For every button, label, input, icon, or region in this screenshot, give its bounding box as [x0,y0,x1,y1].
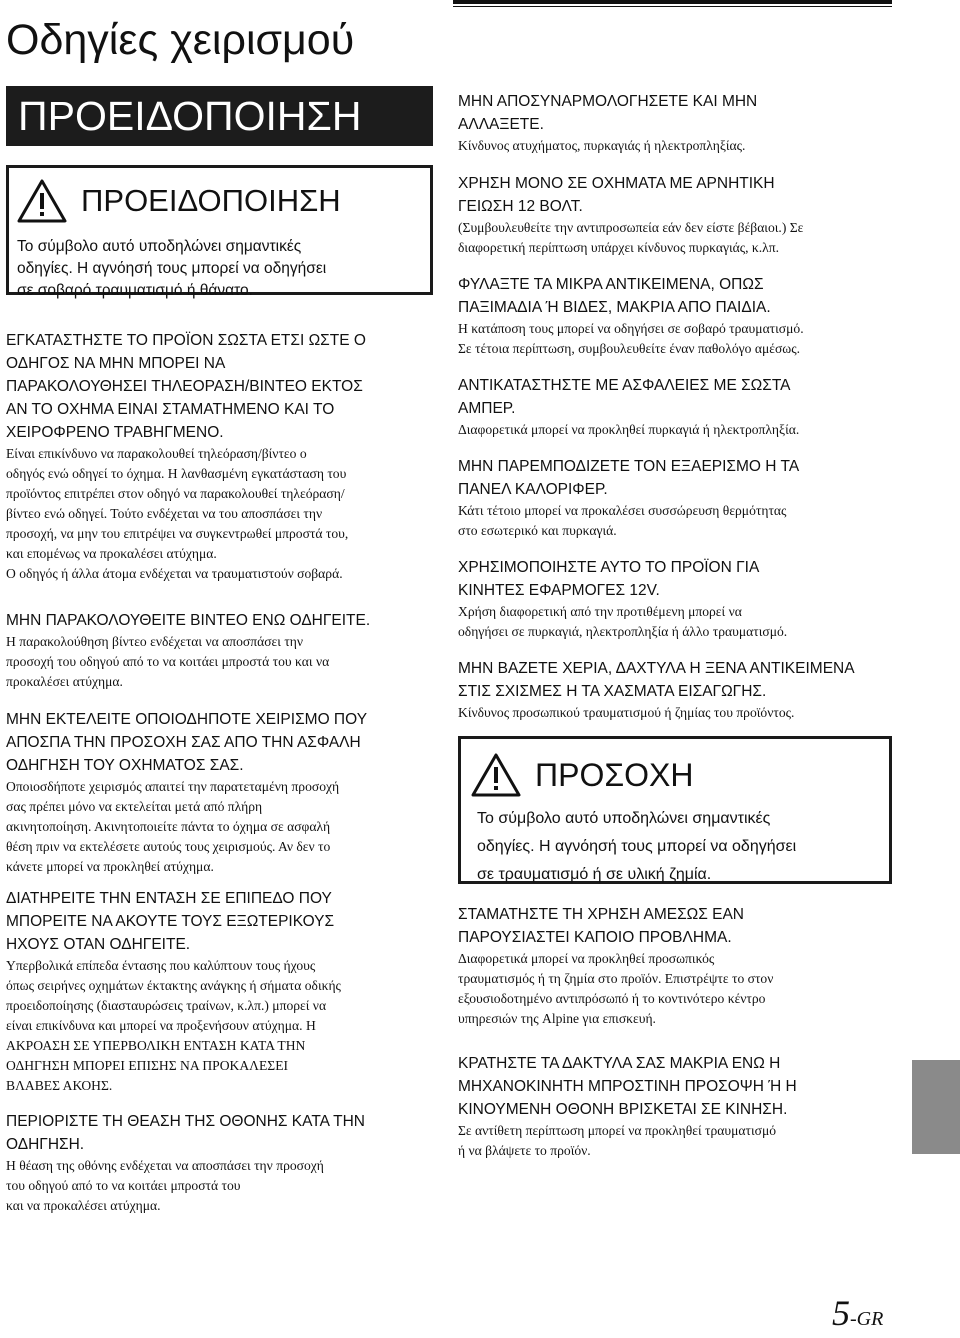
section-body: Οποιοσδήποτε χειρισμός απαιτεί την παρατεταμένη προσοχή [6,779,340,794]
section-body: Είναι επικίνδυνο να παρακολουθεί τηλεόραση/βίντεο ο [6,446,307,461]
section-body: ΑΚΡΟΑΣΗ ΣΕ ΥΠΕΡΒΟΛΙΚΗ ΕΝΤΑΣΗ ΚΑΤΑ ΤΗΝ [6,1038,306,1053]
caution-triangle-icon [471,753,521,797]
section-no-hands-in-slots [458,657,892,723]
section-keep-fingers-away [458,1052,892,1161]
top-rule-thin [453,6,892,7]
section-heading: ΚΡΑΤΗΣΤΕ ΤΑ ΔΑΚΤΥΛΑ ΣΑΣ ΜΑΚΡΙΑ ΕΝΩ Η [458,1055,781,1072]
warning-box [6,165,433,299]
section-heading: ΣΤΙΣ ΣΧΙΣΜΕΣ Η ΤΑ ΧΑΣΜΑΤΑ ΕΙΣΑΓΩΓΗΣ. [458,683,767,700]
section-body: Η παρακολούθηση βίντεο ενδέχεται να αποσπάσει την [6,634,304,649]
section-body: θέση πριν να εκτελέσετε αυτούς τους χειρισμούς. Αν δεν το [6,839,331,854]
warning-box-text [17,236,422,302]
section-body: και επομένως να προκαλέσει ατύχημα. [6,546,217,561]
section-heading: ΧΡΗΣΗ ΜΟΝΟ ΣΕ ΟΧΗΜΑΤΑ ΜΕ ΑΡΝΗΤΙΚΗ [458,175,775,192]
section-keep-volume-level [6,887,433,1096]
warning-box-heading: ΠΡΟΕΙΔΟΠΟΙΗΣΗ [81,183,341,218]
section-heading: ΑΠΟΣΠΑ ΤΗΝ ΠΡΟΣΟΧΗ ΣΑΣ ΑΠΟ ΤΗΝ ΑΣΦΑΛΗ [6,734,361,751]
section-heading: ΜΗΝ ΠΑΡΑΚΟΛΟΥΘΕΙΤΕ ΒΙΝΤΕΟ ΕΝΩ ΟΔΗΓΕΙΤΕ. [6,612,371,629]
section-body: Κίνδυνος προσωπικού τραυματισμού ή ζημίας του προϊόντος. [458,705,795,720]
section-heading: ΟΔΗΓΟΣ ΝΑ ΜΗΝ ΜΠΟΡΕΙ ΝΑ [6,355,226,372]
section-body: είναι επικίνδυνα και μπορεί να προξενήσουν ατύχημα. Η [6,1018,316,1033]
section-do-not-block-vents [458,455,892,541]
warning-box-line: οδηγίες. Η αγνόησή τους μπορεί να οδηγήσει [17,260,327,277]
page-edge-tab [912,1060,960,1154]
section-heading: ΠΕΡΙΟΡΙΣΤΕ ΤΗ ΘΕΑΣΗ ΤΗΣ ΟΘΟΝΗΣ ΚΑΤΑ ΤΗΝ [6,1113,365,1130]
section-body: (Συμβουλευθείτε την αντιπροσωπεία εάν δεν είστε βέβαιοι.) Σε [458,220,804,235]
section-heading: ΗΧΟΥΣ ΟΤΑΝ ΟΔΗΓΕΙΤΕ. [6,936,191,953]
section-body: τραυματισμός ή τη ζημία στο προϊόν. Επιστρέψτε το στον [458,971,774,986]
section-body: προσοχή, να μην του επιτρέψει να συγκεντρωθεί μπροστά του, [6,526,349,541]
section-heading: ΧΡΗΣΙΜΟΠΟΙΗΣΤΕ ΑΥΤΟ ΤΟ ΠΡΟΪΟΝ ΓΙΑ [458,559,760,576]
section-heading: ΜΗΝ ΒΑΖΕΤΕ ΧΕΡΙΑ, ΔΑΧΤΥΛΑ Η ΞΕΝΑ ΑΝΤΙΚΕΙΜΕΝΑ [458,660,855,677]
section-body: κάνετε μπορεί να προκληθεί ατύχημα. [6,859,214,874]
section-body: Ο οδηγός ή άλλα άτομα ενδέχεται να τραυματιστούν σοβαρά. [6,566,343,581]
section-replace-fuses [458,374,892,440]
section-body: διαφορετική περίπτωση υπάρχει κίνδυνος πυρκαγιάς, κ.λπ. [458,240,780,255]
section-heading: ΠΑΡΑΚΟΛΟΥΘΗΣΕΙ ΤΗΛΕΟΡΑΣΗ/ΒΙΝΤΕΟ ΕΚΤΟΣ [6,378,363,395]
section-body: προσοχή του οδηγού από το να κοιτάει μπροστά του και να [6,654,330,669]
section-no-distracting-operations [6,708,433,877]
section-body: Σε τέτοια περίπτωση, συμβουλευθείτε έναν παθολόγο αμέσως. [458,341,800,356]
section-body: βίντεο ενώ οδηγεί. Τούτο ενδέχεται να του αποσπάσει την [6,506,323,521]
section-body: οδηγήσει σε πυρκαγιά, ηλεκτροπληξία ή άλλο τραυματισμό. [458,624,788,639]
section-body: προειδοποίησης (διασταυρώσεις τραίνων, κ.λπ.) μπορεί να [6,998,327,1013]
section-limit-screen-viewing [6,1110,433,1216]
caution-box-text [477,805,879,889]
section-mobile-12v-applications [458,556,892,642]
section-heading: ΚΙΝΟΥΜΕΝΗ ΟΘΟΝΗ ΒΡΙΣΚΕΤΑΙ ΣΕ ΚΙΝΗΣΗ. [458,1101,788,1118]
section-heading: ΧΕΙΡΟΦΡΕΝΟ ΤΡΑΒΗΓΜΕΝΟ. [6,424,224,441]
section-heading: ΑΝ ΤΟ ΟΧΗΜΑ ΕΙΝΑΙ ΣΤΑΜΑΤΗΜΕΝΟ ΚΑΙ ΤΟ [6,401,335,418]
section-heading: ΟΔΗΓΗΣΗ. [6,1136,85,1153]
section-body: προϊόντος επιτρέπει στον οδηγό να παρακολουθεί τηλεόραση/ [6,486,345,501]
section-body: προκαλέσει ατύχημα. [6,674,123,689]
section-heading: ΑΜΠΕΡ. [458,400,516,417]
section-body: ακινητοποίηση. Ακινητοποιείτε πάντα το όχημα σε ασφαλή [6,819,331,834]
section-heading: ΠΑΞΙΜΑΔΙΑ Ή ΒΙΔΕΣ, ΜΑΚΡΙΑ ΑΠΟ ΠΑΙΔΙΑ. [458,299,771,316]
section-heading: ΠΑΡΟΥΣΙΑΣΤΕΙ ΚΑΠΟΙΟ ΠΡΟΒΛΗΜΑ. [458,929,732,946]
section-heading: ΚΙΝΗΤΕΣ ΕΦΑΡΜΟΓΕΣ 12V. [458,582,660,599]
page-number [832,1292,883,1334]
page-title: Οδηγίες χειρισμού [6,16,355,64]
caution-box-line: Το σύμβολο αυτό υποδηλώνει σημαντικές [477,810,771,827]
page-number-value: 5 [832,1293,850,1333]
caution-box-heading: ΠΡΟΣΟΧΗ [535,756,694,793]
section-heading: ΓΕΙΩΣΗ 12 ΒΟΛΤ. [458,198,583,215]
section-body: οδηγός ενώ οδηγεί το όχημα. Η λανθασμένη εγκατάσταση του [6,466,347,481]
section-body: και να προκαλέσει ατύχημα. [6,1198,161,1213]
section-do-not-disassemble [458,90,892,156]
caution-box-line: οδηγίες. Η αγνόησή τους μπορεί να οδηγήσει [477,838,797,855]
page-number-suffix: -GR [850,1308,884,1330]
section-heading: ΜΗΝ ΑΠΟΣΥΝΑΡΜΟΛΟΓΗΣΕΤΕ ΚΑΙ ΜΗΝ [458,93,758,110]
section-heading: ΕΓΚΑΤΑΣΤΗΣΤΕ ΤΟ ΠΡΟΪΟΝ ΣΩΣΤΑ ΕΤΣΙ ΩΣΤΕ Ο [6,332,366,349]
warning-banner: ΠΡΟΕΙΔΟΠΟΙΗΣΗ [6,86,433,146]
section-heading: ΜΗΧΑΝΟΚΙΝΗΤΗ ΜΠΡΟΣΤΙΝΗ ΠΡΟΣΟΨΗ Ή Η [458,1078,797,1095]
section-body: Σε αντίθετη περίπτωση μπορεί να προκληθεί τραυματισμό [458,1123,777,1138]
warning-triangle-icon [17,179,67,223]
section-body: όπως σειρήνες οχημάτων έκτακτης ανάγκης ή σήματα οδικής [6,978,341,993]
section-body: ή να βλάψετε το προϊόν. [458,1143,591,1158]
section-stop-use-if-problem [458,903,892,1029]
section-heading: ΑΝΤΙΚΑΤΑΣΤΗΣΤΕ ΜΕ ΑΣΦΑΛΕΙΕΣ ΜΕ ΣΩΣΤΑ [458,377,791,394]
section-body: ΒΛΑΒΕΣ ΑΚΟΗΣ. [6,1078,113,1093]
caution-box-header [471,749,693,801]
section-body: Κίνδυνος ατυχήματος, πυρκαγιάς ή ηλεκτροπληξίας. [458,138,746,153]
section-body: εξουσιοδοτημένο αντιπρόσωπό ή το κοντινότερο κέντρο [458,991,766,1006]
section-body: στο εσωτερικό και πυρκαγιά. [458,523,617,538]
caution-box-line: σε τραυματισμό ή σε υλική ζημία. [477,866,712,883]
section-heading: ΑΛΛΑΞΕΤΕ. [458,116,544,133]
section-heading: ΟΔΗΓΗΣΗ ΤΟΥ ΟΧΗΜΑΤΟΣ ΣΑΣ. [6,757,244,774]
section-body: Χρήση διαφορετική από την προτιθέμενη μπορεί να [458,604,742,619]
caution-box [458,736,892,884]
section-heading: ΠΑΝΕΛ ΚΑΛΟΡΙΦΕΡ. [458,481,608,498]
section-no-video-driving [6,609,433,692]
section-body: Η θέαση της οθόνης ενδέχεται να αποσπάσει την προσοχή [6,1158,324,1173]
section-heading: ΔΙΑΤΗΡΕΙΤΕ ΤΗΝ ΕΝΤΑΣΗ ΣΕ ΕΠΙΠΕΔΟ ΠΟΥ [6,890,332,907]
warning-box-header [17,176,341,226]
warning-box-line: Το σύμβολο αυτό υποδηλώνει σημαντικές [17,238,302,255]
section-body: Υπερβολικά επίπεδα έντασης που καλύπτουν τους ήχους [6,958,316,973]
section-body: Η κατάποση τους μπορεί να οδηγήσει σε σοβαρό τραυματισμό. [458,321,804,336]
section-body: σας πρέπει μόνο να εκτελείται μετά από πλήρη [6,799,263,814]
section-body: Διαφορετικά μπορεί να προκληθεί προσωπικός [458,951,715,966]
section-keep-small-objects [458,273,892,359]
section-heading: ΦΥΛΑΞΤΕ ΤΑ ΜΙΚΡΑ ΑΝΤΙΚΕΙΜΕΝΑ, ΟΠΩΣ [458,276,764,293]
section-install-correctly [6,329,433,584]
warning-box-line: σε σοβαρό τραυματισμό ή θάνατο. [17,282,253,299]
section-body: Διαφορετικά μπορεί να προκληθεί πυρκαγιά ή ηλεκτροπληξία. [458,422,800,437]
section-heading: ΜΗΝ ΕΚΤΕΛΕΙΤΕ ΟΠΟΙΟΔΗΠΟΤΕ ΧΕΙΡΙΣΜΟ ΠΟΥ [6,711,368,728]
section-negative-ground-12v [458,172,892,258]
section-body: ΟΔΗΓΗΣΗ ΜΠΟΡΕΙ ΕΠΙΣΗΣ ΝΑ ΠΡΟΚΑΛΕΣΕΙ [6,1058,289,1073]
section-heading: ΣΤΑΜΑΤΗΣΤΕ ΤΗ ΧΡΗΣΗ ΑΜΕΣΩΣ ΕΑΝ [458,906,744,923]
section-body: Κάτι τέτοιο μπορεί να προκαλέσει συσσώρευση θερμότητας [458,503,787,518]
section-heading: ΜΠΟΡΕΙΤΕ ΝΑ ΑΚΟΥΤΕ ΤΟΥΣ ΕΞΩΤΕΡΙΚΟΥΣ [6,913,335,930]
section-body: υπηρεσιών της Alpine για επισκευή. [458,1011,656,1026]
section-heading: ΜΗΝ ΠΑΡΕΜΠΟΔΙΖΕΤΕ ΤΟΝ ΕΞΑΕΡΙΣΜΟ Η ΤΑ [458,458,800,475]
section-body: του οδηγού από το να κοιτάει μπροστά του [6,1178,241,1193]
top-rule [453,0,892,4]
